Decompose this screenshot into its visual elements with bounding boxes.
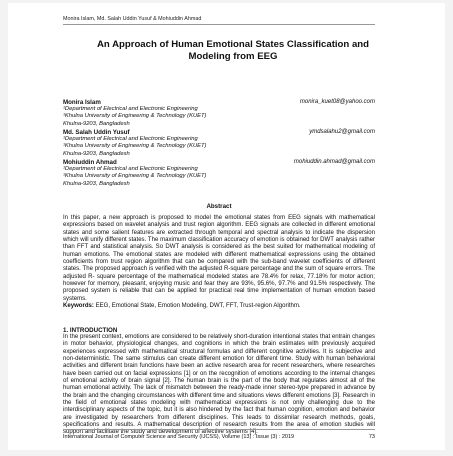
footer-rule bbox=[63, 429, 375, 430]
author-affiliation: Khulna-9203, Bangladesh bbox=[63, 180, 130, 187]
keywords-text: EEG, Emotional State, Emotion Modeling, DWT, FFT, Trust-region Algorithm. bbox=[93, 303, 301, 309]
header-rule bbox=[63, 24, 375, 25]
footer bbox=[63, 434, 375, 440]
keywords-label: Keywords: bbox=[63, 303, 94, 309]
author-affiliation: ¹Department of Electrical and Electronic Engineering bbox=[63, 106, 198, 113]
abstract-text: In this paper, a new approach is proposed to model the emotional states from EEG signals with mathematical expressions based on wavelet analysis and trust region algorithm. EEG signals are collected in different emotional states and some salient features are extracted through temporal and spectral analysis to indicate the dispersion which will unify different states. The maximum classification accuracy of emotion is obtained for DWT analysis rather than FFT and statistical analysis. So DWT analysis is considered as the best suited for mathematical modeling of human emotions. The emotional states are modeled with different mathematical expressions using the obtained coefficients from trust region algorithm that can be compared with the sub-band wavelet coefficients of different states. The proposed approach is verified with the adjusted R-square percentage and the sum of square errors. The adjusted R- square percentage of the mathematical modeled states are 78.4% for relax, 77.18% for motor action; however for memory, pleasant, enjoying music and fear they are 93%, 95.6%, 97.7% and 91.5% respectively. The proposed system is reliable that can be applied for practical real time implementation of human emotion based systems. bbox=[63, 215, 375, 302]
author-affiliation: Khulna-9203, Bangladesh bbox=[63, 120, 130, 127]
author-affiliation: ¹Department of Electrical and Electronic Engineering bbox=[63, 136, 198, 143]
paper-title: An Approach of Human Emotional States Classification and Modeling from EEG bbox=[96, 39, 370, 63]
page-number: 73 bbox=[368, 434, 375, 440]
intro-text: In the present context, emotions are considered to be relatively short-duration intentional states that entrain changes in motor behavior, physiological changes, and cognitions in which the brain estimates with previously acquired experiences expressed with mathematical structural formulas and different cognitive activities. It is subjective and non-deterministic. The same stimulus can create different emotion for different time. Study with human behavioral activities and different brain functions have been an active research area for recent researchers, where researches have been carried out on facial expressions [1] or on the recognition of emotions according to the internal changes of emotional activity of brain signal [2]. The human brain is the part of the body that regulates almost all of the human emotional activity. The lack of mismatch between the ready-made inner stereo-type prepared in advance by the brain and the changing circumstances with different time and situations views different emotions [3]. Research in the field of emotional states modeling with mathematical expressions is not only challenging due to the interdisciplinary aspects of the topic, but it is also hindered by the fact that human cognition, emotion and behavior are investigated by researchers from different disciplines. This leads to dissimilar research methods, goals, specifications and results. A mathematical description of research results from the area of emotion studies will support and facilitate the study and development of affective systems [4]. bbox=[63, 334, 375, 436]
section-heading: 1. INTRODUCTION bbox=[63, 327, 118, 334]
running-head: Monira Islam, Md. Salah Uddin Yusuf & Mohiuddin Ahmad bbox=[63, 16, 202, 22]
author-affiliation: ¹Khulna University of Engineering & Technology (KUET) bbox=[63, 173, 207, 180]
paper-page bbox=[8, 3, 445, 450]
author-email: monira_kuet08@yahoo.com bbox=[299, 99, 375, 105]
journal-citation: International Journal of Computer Science and Security (IJCSS), Volume (13) : Issue (3) : 2019 bbox=[63, 434, 295, 440]
author-name: Monira Islam bbox=[63, 99, 101, 106]
author-name: Mohiuddin Ahmad bbox=[63, 159, 117, 166]
abstract-heading: Abstract bbox=[206, 203, 232, 210]
author-affiliation: ¹Khulna University of Engineering & Technology (KUET) bbox=[63, 113, 207, 120]
author-email: ymdsalahu2@gmail.com bbox=[309, 129, 375, 135]
author-name: Md. Salah Uddin Yusuf bbox=[63, 129, 130, 136]
author-email: mohiuddin.ahmad@gmail.com bbox=[293, 159, 375, 165]
author-affiliation: ¹Khulna University of Engineering & Technology (KUET) bbox=[63, 143, 207, 150]
author-affiliation: Khulna-9203, Bangladesh bbox=[63, 150, 130, 157]
keywords bbox=[63, 303, 375, 310]
author-affiliation: ¹Department of Electrical and Electronic Engineering bbox=[63, 166, 198, 173]
